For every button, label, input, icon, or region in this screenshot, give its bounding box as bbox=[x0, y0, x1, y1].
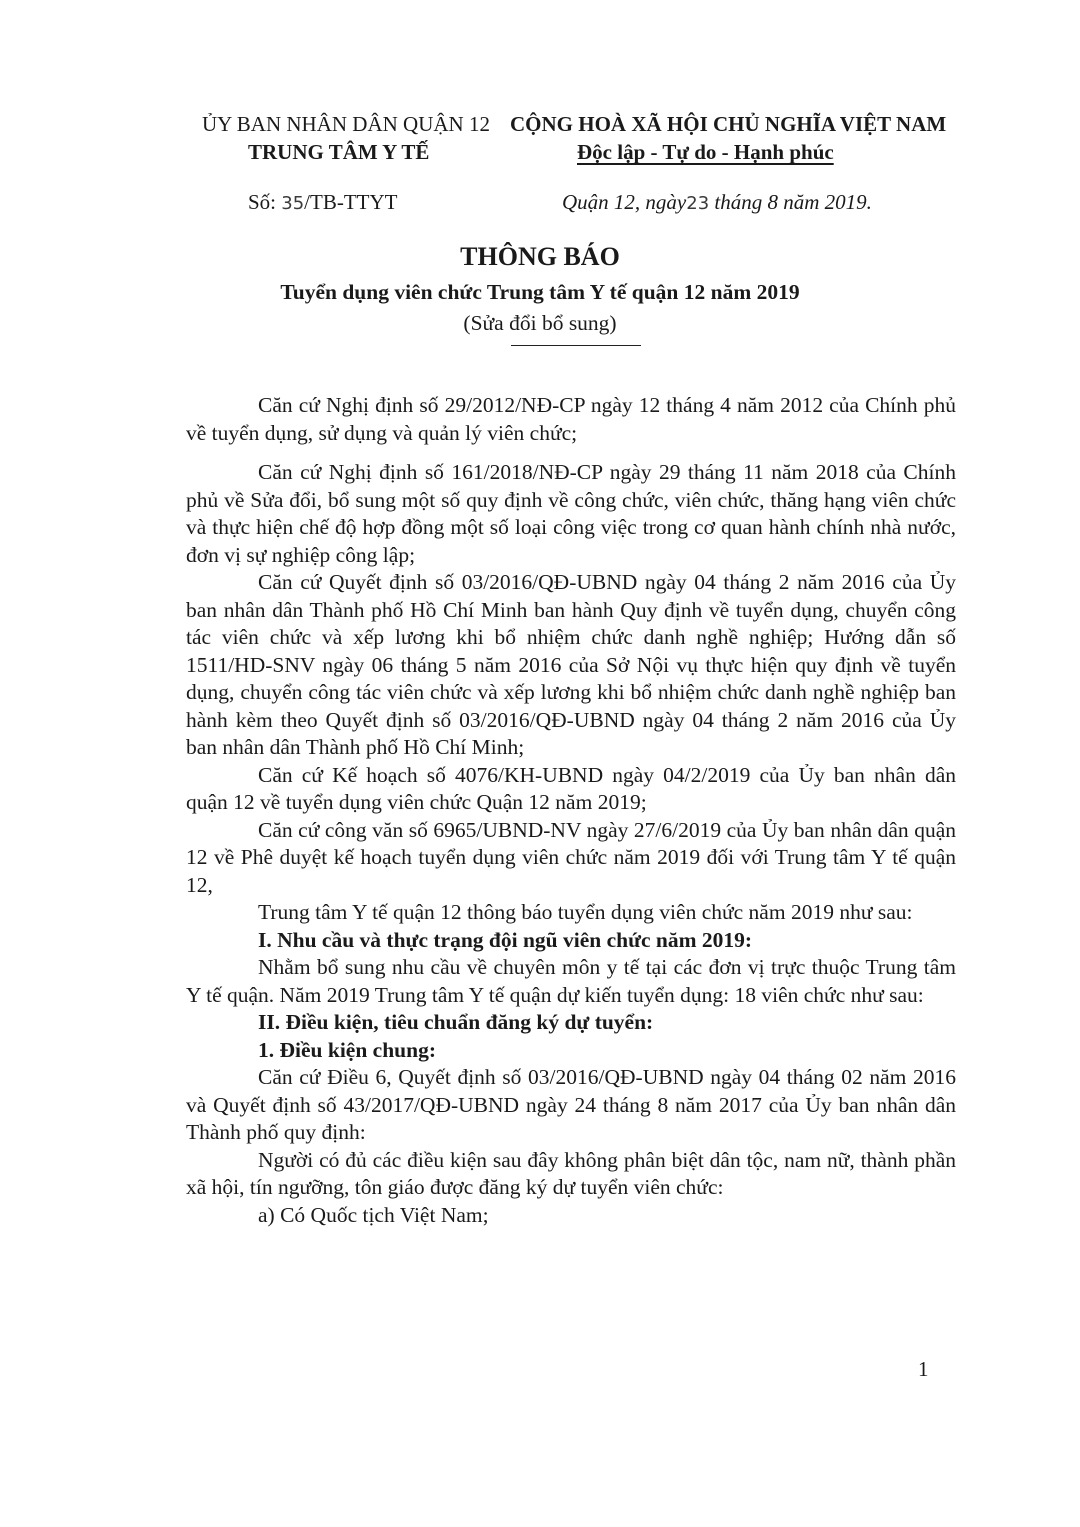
page-number: 1 bbox=[918, 1357, 929, 1381]
agency-unit: TRUNG TÂM Y TẾ bbox=[248, 140, 430, 164]
date-prefix: Quận 12, ngày bbox=[562, 190, 687, 214]
paragraph: Người có đủ các điều kiện sau đây không phân biệt dân tộc, nam nữ, thành phần xã hội, tín ngưỡng, tôn giáo được đăng ký dự tuyển viên chức: bbox=[186, 1147, 956, 1199]
paragraph: Căn cứ Quyết định số 03/2016/QĐ-UBND ngày 04 tháng 2 năm 2016 của Ủy ban nhân dân Thành phố Hồ Chí Minh ban hành Quy định về tuyển dụng, chuyển công tác viên chức và xếp lương khi bổ nhiệm chức danh nghề nghiệp; Hướng dẫn số 1511/HD-SNV ngày 06 tháng 5 năm 2016 của Sở Nội vụ thực hiện quy định về tuyển dụng, chuyển công tác viên chức và xếp lương khi bổ nhiệm chức danh nghề nghiệp ban hành kèm theo Quyết định số 03/2016/QĐ-UBND ngày 04 tháng 2 năm 2016 của Ủy ban nhân dân Thành phố Hồ Chí Minh; bbox=[186, 570, 956, 759]
title-divider bbox=[511, 345, 641, 346]
paragraph: Căn cứ Kế hoạch số 4076/KH-UBND ngày 04/2/2019 của Ủy ban nhân dân quận 12 về tuyển dụng viên chức Quận 12 năm 2019; bbox=[186, 762, 956, 814]
country-name: CỘNG HOÀ XÃ HỘI CHỦ NGHĨA VIỆT NAM bbox=[510, 112, 947, 136]
doc-number-suffix: /TB-TTYT bbox=[304, 190, 398, 214]
document-body bbox=[186, 392, 956, 1229]
paragraph: Căn cứ Nghị định số 29/2012/NĐ-CP ngày 12 tháng 4 năm 2012 của Chính phủ về tuyển dụng, sử dụng và quản lý viên chức; bbox=[186, 393, 956, 445]
document-note: (Sửa đổi bổ sung) bbox=[463, 311, 617, 335]
document-subtitle: Tuyển dụng viên chức Trung tâm Y tế quận 12 năm 2019 bbox=[280, 280, 800, 304]
list-item: a) Có Quốc tịch Việt Nam; bbox=[258, 1202, 489, 1227]
paragraph: Căn cứ Điều 6, Quyết định số 03/2016/QĐ-UBND ngày 04 tháng 02 năm 2016 và Quyết định số 43/2017/QĐ-UBND ngày 24 tháng 8 năm 2017 của Ủy ban nhân dân Thành phố quy định: bbox=[186, 1065, 956, 1144]
paragraph: Căn cứ Nghị định số 161/2018/NĐ-CP ngày 29 tháng 11 năm 2018 của Chính phủ về Sửa đổi, bổ sung một số quy định về công chức, viên chức, thăng hạng viên chức và thực hiện chế độ hợp đồng một số loại công việc trong cơ quan hành chính nhà nước, đơn vị sự nghiệp công lập; bbox=[186, 460, 956, 567]
paragraph: Căn cứ công văn số 6965/UBND-NV ngày 27/6/2019 của Ủy ban nhân dân quận 12 về Phê duyệt kế hoạch tuyển dụng viên chức năm 2019 đối với Trung tâm Y tế quận 12, bbox=[186, 817, 956, 897]
document-title: THÔNG BÁO bbox=[460, 242, 620, 271]
paragraph: Nhằm bổ sung nhu cầu về chuyên môn y tế tại các đơn vị trực thuộc Trung tâm Y tế quận. Năm 2019 Trung tâm Y tế quận dự kiến tuyển dụng: 18 viên chức như sau: bbox=[186, 955, 956, 1007]
paragraph: Trung tâm Y tế quận 12 thông báo tuyển dụng viên chức năm 2019 như sau: bbox=[258, 900, 913, 924]
section-heading: I. Nhu cầu và thực trạng đội ngũ viên chức năm 2019: bbox=[258, 927, 753, 952]
agency-name: ỦY BAN NHÂN DÂN QUẬN 12 bbox=[202, 112, 490, 136]
subsection-heading: 1. Điều kiện chung: bbox=[258, 1037, 437, 1062]
doc-number-handwritten: 35 bbox=[281, 193, 305, 214]
section-heading: II. Điều kiện, tiêu chuẩn đăng ký dự tuyển: bbox=[258, 1010, 654, 1034]
document-date bbox=[562, 190, 872, 215]
date-suffix: tháng 8 năm 2019. bbox=[714, 190, 872, 214]
document-number bbox=[248, 190, 397, 215]
date-day-handwritten: 23 bbox=[686, 193, 710, 214]
doc-number-prefix: Số: bbox=[248, 190, 277, 214]
national-motto: Độc lập - Tự do - Hạnh phúc bbox=[577, 140, 834, 164]
